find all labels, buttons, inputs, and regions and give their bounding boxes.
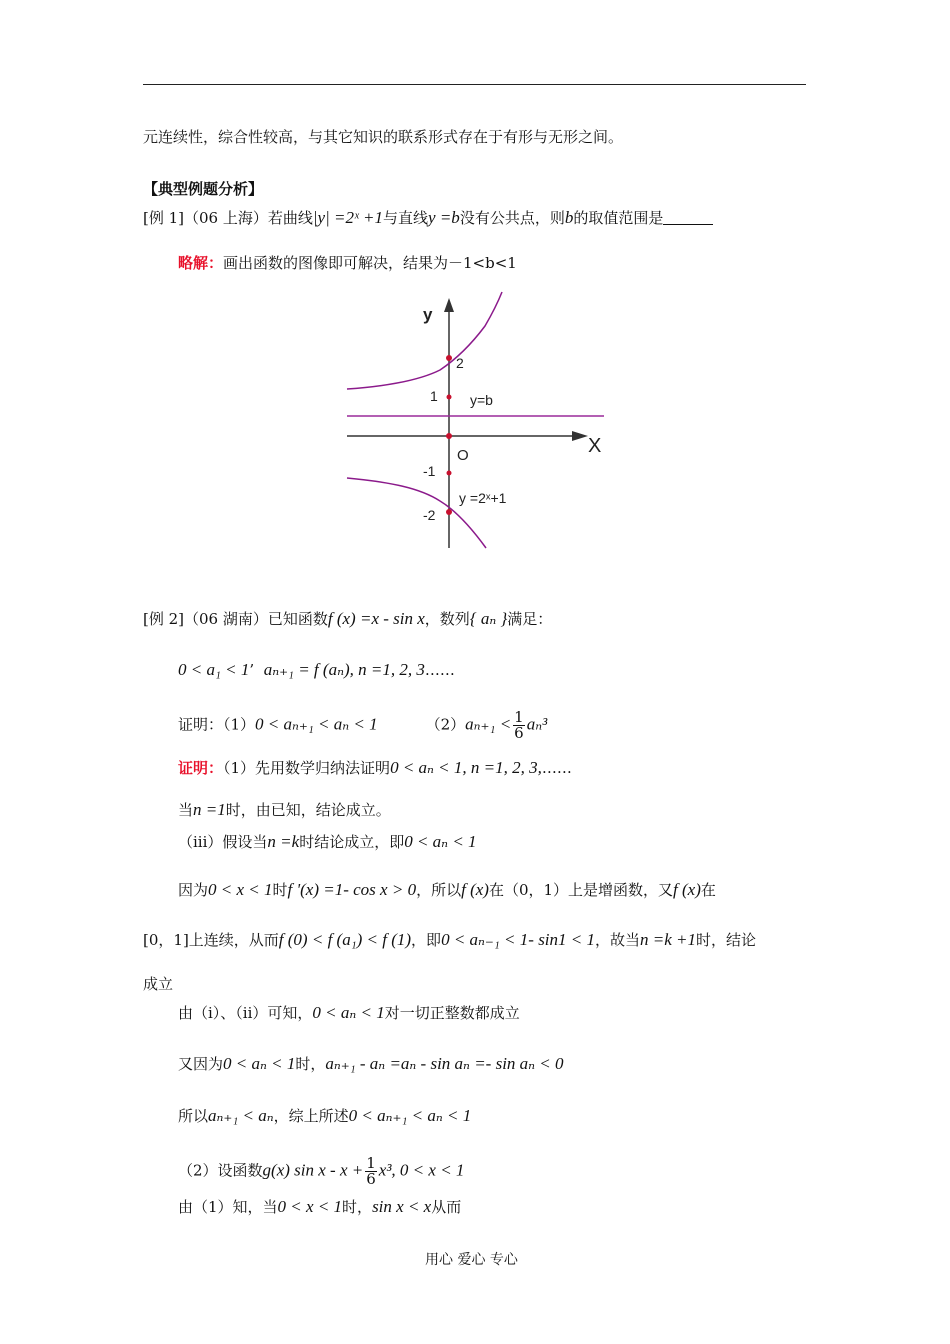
example1-line [143,207,713,229]
because-f1: 0 < x < 1 [208,880,273,899]
from1-f2: sin x < x [372,1197,432,1216]
continuous-mid2: ，故当 [595,931,641,949]
example2-suffix: 满足： [507,610,553,628]
prove-p1: 0 < aₙ₊₁ < aₙ < 1 [255,714,378,734]
example1-prefix: [例 1]（06 上海）若曲线 [143,209,313,227]
cond-part1: 0 < a₁ < 1 [178,660,250,679]
continuous-f2: 0 < aₙ₋₁ < 1- sin1 < 1 [441,930,596,949]
also-f2: aₙ₊₁ - aₙ =aₙ - sin aₙ =- sin aₙ < 0 [325,1054,564,1073]
proof-head-formula: 0 < aₙ < 1, n =1, 2, 3, [390,758,542,777]
part2-prefix: （2）设函数 [178,1161,263,1180]
fraction-one-sixth-2: $\frac{1}{6}$ [366,1154,376,1188]
because-line [178,879,716,901]
lower-curve [347,478,486,548]
from1-f1: 0 < x < 1 [277,1197,343,1216]
example1-line-eq: y =b [428,208,460,227]
y-axis-label: y [423,305,433,324]
because-mid2: ，所以 [416,881,462,899]
example1-mid2: 没有公共点，则 [459,209,565,227]
label-line: y=b [470,392,493,408]
from-suffix: 对一切正整数都成立 [384,1004,520,1022]
example2-prefix: [例 2]（06 湖南）已知函数 [143,610,328,628]
established-line: 成立 [143,975,174,993]
section-heading: 【典型例题分析】 [143,180,264,198]
so-mid: ，综上所述 [273,1107,349,1125]
step-iii-prefix: （iii）假设当 [178,833,268,851]
x-axis-arrow-icon [572,431,588,441]
continuous-mid: ，即 [411,931,442,949]
from-line [178,1002,520,1024]
prove-p2-right: aₙ³ [526,714,548,734]
step-i-formula: n =1 [193,800,226,819]
solution1-line [178,253,517,273]
cond-dots: …… [424,661,455,679]
step-i-line [178,799,391,821]
also-prefix: 又因为 [178,1055,224,1073]
part2-line [178,1156,464,1187]
label-curve: y =2ˣ+1 [459,490,507,506]
page-footer: 用心 爱心 专心 [425,1252,518,1268]
from1-line [178,1196,461,1218]
continuous-line [143,929,756,951]
proof-head-dots: …… [541,759,572,777]
because-f2: f '(x) =1- cos x > 0 [287,880,417,899]
answer-blank [663,210,713,225]
part2-f-left: g(x) sin x - x + [262,1160,364,1180]
prove-label2: （2） [425,715,466,734]
so-prefix: 所以 [178,1107,209,1125]
step-iii-formula2: 0 < aₙ < 1 [404,832,477,851]
from1-suffix: 从而 [431,1198,462,1216]
cond-sep: ’ [249,661,255,679]
point-minus-2 [446,509,452,515]
also-line [178,1053,564,1075]
tick-2: 2 [456,355,464,371]
function-graph [340,288,610,550]
point-1 [447,395,452,400]
step-i-suffix: 时，由已知，结论成立。 [225,801,391,819]
also-f1: 0 < aₙ < 1 [223,1054,296,1073]
intro-line: 元连续性，综合性较高，与其它知识的联系形式存在于有形与无形之间。 [143,128,624,146]
tick-minus-1: -1 [423,463,436,479]
continuous-suffix: 时，结论 [696,931,757,949]
prove-line [178,710,547,741]
example1-suffix: 的取值范围是 [573,209,664,227]
point-2 [446,355,452,361]
also-mid: 时， [295,1055,326,1073]
so-f2: 0 < aₙ₊₁ < aₙ < 1 [348,1106,472,1125]
because-mid1: 时 [272,881,288,899]
step-iii-line [178,831,477,853]
x-axis-label: X [588,435,602,457]
because-suffix: 在 [700,881,716,899]
because-f4: f (x) [673,880,701,899]
from-prefix: 由（i）、（ii）可知， [178,1004,313,1022]
proof-head-text: （1）先用数学归纳法证明 [223,759,391,777]
prove-label: 证明：（1） [178,715,256,734]
because-prefix: 因为 [178,881,209,899]
example2-seq: { aₙ } [469,609,508,628]
example1-mid: 与直线 [383,209,429,227]
part2-f-right: x³, 0 < x < 1 [378,1160,465,1180]
example2-func: f (x) =x - sin x [327,609,425,628]
from-formula: 0 < aₙ < 1 [312,1003,385,1022]
tick-minus-2: -2 [423,507,436,523]
cond-part2: aₙ₊₁ = f (aₙ), n =1, 2, 3 [263,660,425,679]
tick-1: 1 [430,388,438,404]
continuous-f1: f (0) < f (a₁) < f (1) [278,930,412,949]
solution1-label: 略解： [178,254,224,272]
condition-line [178,659,455,681]
step-iii-mid: 时结论成立，即 [299,833,405,851]
example1-formula: |y| =2ˣ +1 [312,208,384,227]
fraction-one-sixth: $\frac{1}{6}$ [514,708,524,742]
example2-mid: ，数列 [424,610,470,628]
prove-p2-left: aₙ₊₁ < [465,714,512,734]
proof-label: 证明： [178,759,224,777]
point-minus-1 [447,471,452,476]
y-axis-arrow-icon [444,298,454,312]
because-f3: f (x) [461,880,489,899]
step-i-prefix: 当 [178,801,194,819]
because-mid3: 在（0，1）上是增函数，又 [488,881,674,899]
example1-var-b: b [564,208,574,227]
header-rule [143,84,806,85]
step-iii-formula: n =k [267,832,300,851]
origin-label: O [457,447,469,464]
from1-prefix: 由（1）知，当 [178,1198,278,1216]
proof-head-line [178,757,572,779]
continuous-prefix: [0，1]上连续，从而 [143,931,279,949]
point-origin [446,433,452,439]
continuous-f3: n =k +1 [640,930,697,949]
so-line [178,1105,471,1127]
so-f1: aₙ₊₁ < aₙ [208,1106,274,1125]
from1-mid: 时， [342,1198,373,1216]
example2-line [143,608,552,630]
solution1-text: 画出函数的图像即可解决，结果为－1<b<1 [223,254,517,272]
